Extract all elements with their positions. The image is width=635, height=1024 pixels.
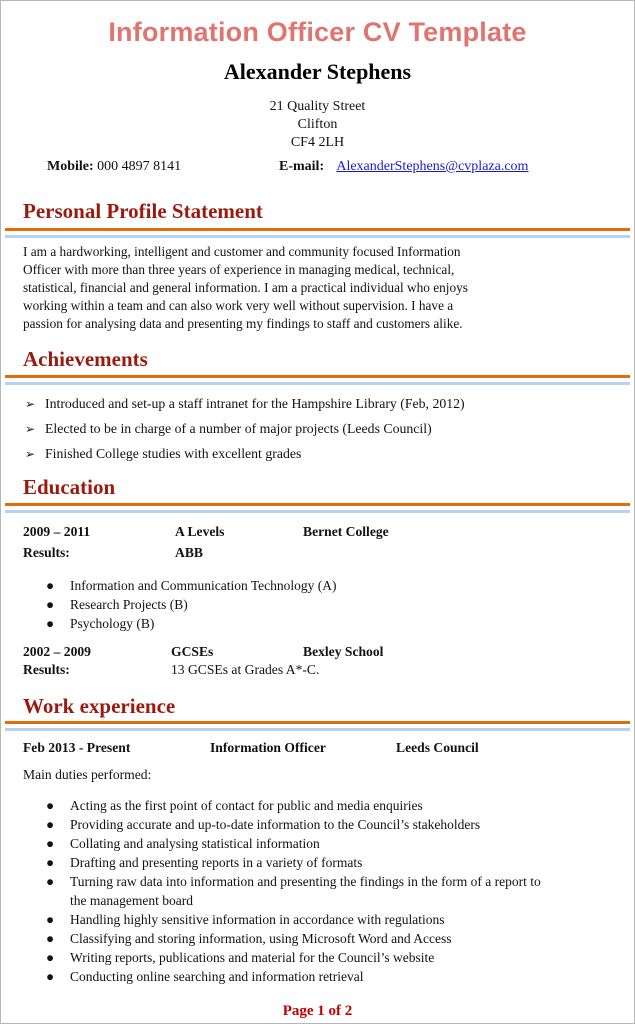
duty-item: ● Classifying and storing information, using Microsoft Word and Access: [46, 931, 452, 946]
work-dates: Feb 2013 - Present: [23, 740, 131, 755]
duty-item: ● Providing accurate and up-to-date information to the Council’s stakeholders: [46, 817, 481, 832]
education-1-qualification: A Levels: [175, 524, 225, 539]
education-1-institution: Bernet College: [303, 524, 389, 539]
banner-title: Information Officer CV Template: [108, 17, 527, 47]
bullet-icon: ●: [46, 597, 55, 612]
section-rule-blue: [5, 510, 630, 513]
bullet-icon: ●: [46, 950, 55, 965]
section-rule-orange: [5, 721, 630, 724]
section-title-achievements: Achievements: [23, 347, 148, 371]
arrow-bullet-icon: ➢: [25, 397, 36, 411]
bullet-icon: ●: [46, 969, 55, 984]
profile-statement: [23, 243, 543, 333]
section-rule-blue: [5, 728, 630, 731]
achievement-item: [25, 421, 432, 437]
subject-item: ● Information and Communication Technology (A): [46, 578, 337, 593]
section-title-profile: Personal Profile Statement: [23, 199, 263, 223]
education-2-qualification: GCSEs: [171, 644, 214, 659]
duty-item: ● Conducting online searching and information retrieval: [46, 969, 364, 984]
bullet-icon: ●: [46, 836, 55, 851]
duty-item: ● Handling highly sensitive information in accordance with regulations: [46, 912, 445, 927]
arrow-bullet-icon: ➢: [25, 447, 36, 461]
bullet-icon: ●: [46, 912, 55, 927]
address-line-2: Clifton: [297, 117, 338, 132]
achievement-item: [25, 396, 465, 412]
section-title-education: Education: [23, 475, 116, 499]
bullet-icon: ●: [46, 578, 55, 593]
duty-item: ● Acting as the first point of contact for public and media enquiries: [46, 798, 423, 813]
mobile-value: 000 4897 8141: [97, 159, 182, 174]
bullet-icon: ●: [46, 855, 55, 870]
achievement-item: [25, 446, 301, 462]
email-contact: [279, 159, 528, 175]
duty-item: ● Collating and analysing statistical information: [46, 836, 320, 851]
education-1-results: ABB: [175, 545, 203, 560]
duty-item: ● Writing reports, publications and material for the Council’s website: [46, 950, 435, 965]
section-rule-orange: [5, 503, 630, 506]
profile-line: passion for analysing data and presenting my findings to staff and customers alike.: [23, 316, 463, 331]
profile-line: I am a hardworking, intelligent and customer and community focused Information: [23, 244, 461, 259]
subject-item: ● Psychology (B): [46, 616, 155, 631]
mobile-label: Mobile:: [47, 159, 94, 174]
bullet-icon: ●: [46, 616, 55, 631]
section-rule-blue: [5, 235, 630, 238]
bullet-icon: ●: [46, 798, 55, 813]
education-1-results-label: Results:: [23, 545, 70, 560]
arrow-bullet-icon: ➢: [25, 422, 36, 436]
candidate-name: Alexander Stephens: [223, 59, 412, 84]
section-rule-blue: [5, 382, 630, 385]
education-2-results-label: Results:: [23, 662, 70, 677]
address-line-1: 21 Quality Street: [269, 99, 366, 114]
section-title-work: Work experience: [23, 694, 176, 718]
profile-line: Officer with more than three years of experience in managing medical, technical,: [23, 262, 455, 277]
achievement-text: Introduced and set-up a staff intranet for the Hampshire Library (Feb, 2012): [45, 396, 465, 411]
email-label: E-mail:: [279, 159, 325, 174]
email-link[interactable]: AlexanderStephens@cvplaza.com: [336, 159, 529, 174]
duties-label: Main duties performed:: [23, 767, 152, 782]
duty-item: ● Turning raw data into information and presenting the findings in the form of a report to the management board: [46, 874, 541, 908]
achievement-text: Elected to be in charge of a number of major projects (Leeds Council): [45, 421, 432, 436]
education-2-results: 13 GCSEs at Grades A*-C.: [171, 662, 320, 677]
subject-item: ● Research Projects (B): [46, 597, 188, 612]
bullet-icon: ●: [46, 817, 55, 832]
achievement-text: Finished College studies with excellent grades: [45, 446, 302, 461]
profile-line: working within a team and can also work very well without supervision. I have a: [23, 298, 454, 313]
work-employer: Leeds Council: [396, 740, 479, 755]
section-rule-orange: [5, 228, 630, 231]
education-2-dates: 2002 – 2009: [23, 644, 91, 659]
education-2-institution: Bexley School: [303, 644, 384, 659]
page-number: Page 1 of 2: [282, 1003, 353, 1019]
education-1-dates: 2009 – 2011: [23, 524, 91, 539]
work-role: Information Officer: [210, 740, 326, 755]
section-rule-orange: [5, 375, 630, 378]
bullet-icon: ●: [46, 874, 55, 889]
mobile-contact: [47, 159, 181, 175]
profile-line: statistical, financial and general information. I am a practical individual who enjoys: [23, 280, 468, 295]
address-line-3: CF4 2LH: [290, 135, 345, 150]
duty-item: ● Drafting and presenting reports in a variety of formats: [46, 855, 363, 870]
bullet-icon: ●: [46, 931, 55, 946]
